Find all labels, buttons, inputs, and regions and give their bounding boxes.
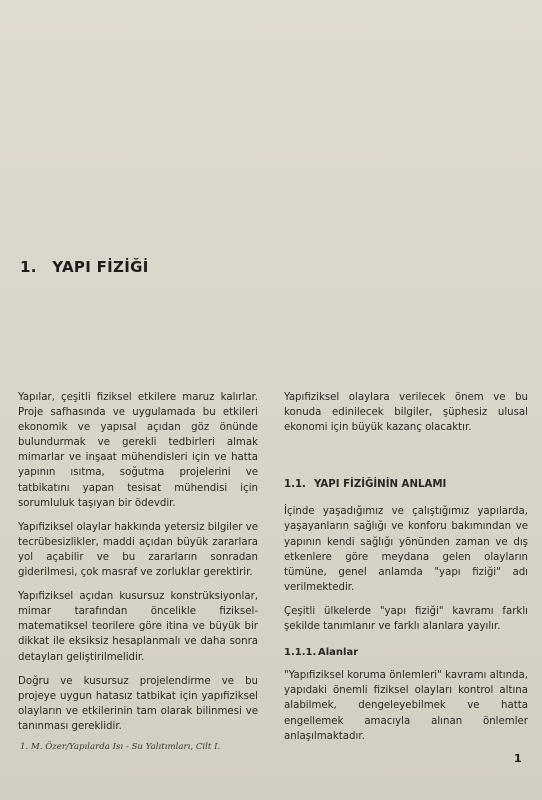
subsection-heading — [284, 645, 528, 660]
paragraph: Yapıfiziksel olaylara verilecek önem ve bu konuda edinilecek bilgiler, şüphesiz ulusal ekonomi için büyük kazanç olacaktır. — [284, 392, 528, 434]
paragraph: Yapılar, çeşitli fiziksel etkilere maruz kalırlar. Proje safhasında ve uygulamada bu etkileri ekonomik ve yapısal açıdan göz önünde bulundurmak ve gerekli tedbirleri almak mimarlar ve inşaat mühendisleri için ve hatta yapının ısıtma, soğutma projelerini ve tatbikatını yapan tesisat mühendisi için sorumluluk taşıyan bir ödevdir. — [18, 392, 258, 509]
paragraph: Doğru ve kusursuz projelendirme ve bu projeye uygun hatasız tatbikat için yapıfiziksel olayların ve etkilerinin tam olarak bilinmesi ve tanınması gereklidir. — [18, 675, 258, 732]
section-title: YAPI FİZİĞİNİN ANLAMI — [314, 479, 447, 491]
right-column — [284, 390, 528, 753]
chapter-title-text: YAPI FİZİĞİ — [52, 258, 149, 276]
chapter-title — [20, 258, 149, 276]
page-number: 1 — [514, 752, 522, 765]
section-number: 1.1. — [284, 479, 306, 491]
paragraph: Yapıfiziksel olaylar hakkında yetersiz bilgiler ve tecrübesizlikler, maddi açıdan büyük zararlara yol açabilir ve bu zararların sonradan giderilmesi, çok masraf ve zorluklar gerektirir. — [18, 521, 258, 579]
paragraph: "Yapıfiziksel koruma önlemleri" kavramı altında, yapıdaki önemli fiziksel olayları kontrol altına alabilmek, dengeleyebilmek ve hatta engellemek amacıyla alınan önlemler anlaşılmaktadır. — [284, 670, 528, 742]
section-heading — [284, 477, 528, 492]
paragraph: Yapıfiziksel açıdan kusursuz konstrüksiyonlar, mimar tarafından öncelikle fiziksel-matematiksel teorilere göre itina ve büyük bir dikkat ile eksiksiz hesaplanmalı ve daha sonra detayları geliştirilmelidir. — [18, 591, 258, 663]
chapter-number: 1. — [20, 258, 37, 276]
paragraph: İçinde yaşadığımız ve çalıştığımız yapılarda, yaşayanların sağlığı ve konforu bakımından ve yapının kendi sağlığı yönünden zaman ve dış etkenlere göre meydana gelen olayların tümüne, genel anlamda "yapı fiziği" adı verilmektedir. — [284, 506, 528, 593]
subsection-title: Alanlar — [318, 647, 359, 659]
left-column — [18, 390, 258, 743]
subsection-number: 1.1.1. — [284, 647, 317, 659]
footnote: 1. M. Özer/Yapılarda Isı - Su Yalıtımları, Cilt I. — [20, 742, 221, 752]
paragraph: Çeşitli ülkelerde "yapı fiziği" kavramı farklı şekilde tanımlanır ve farklı alanlara yayılır. — [284, 605, 528, 633]
